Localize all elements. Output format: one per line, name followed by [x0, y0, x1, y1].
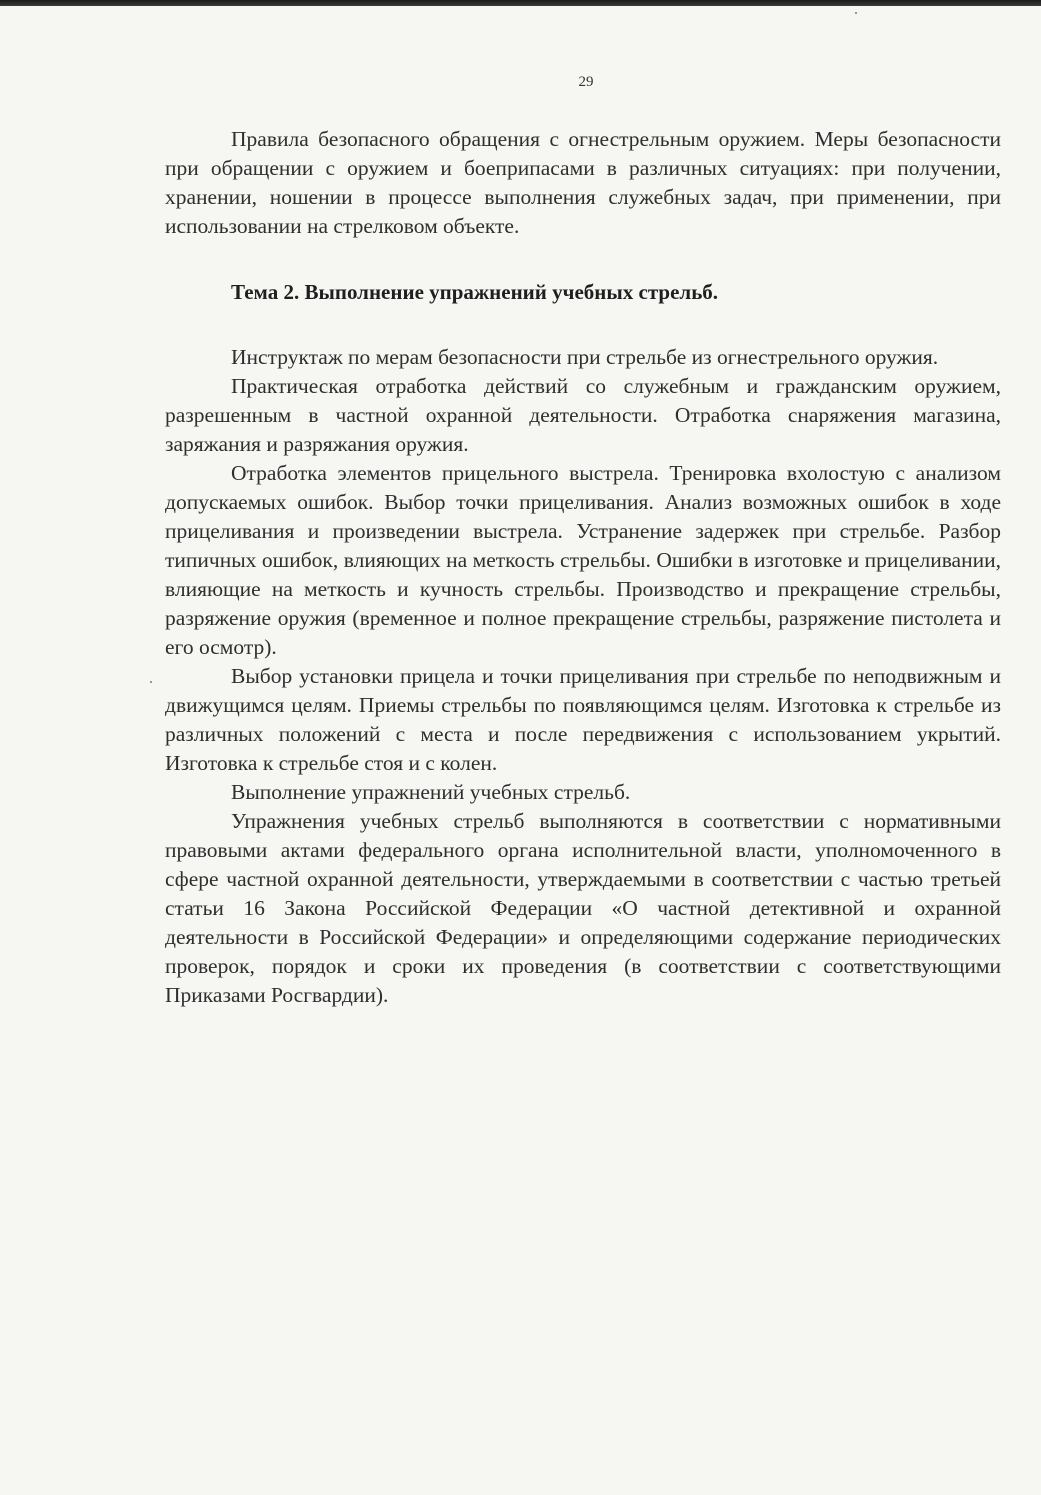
section-heading: Тема 2. Выполнение упражнений учебных стрельб. — [231, 280, 719, 304]
intro-paragraph: Правила безопасного обращения с огнестрельным оружием. Меры безопасности при обращении с оружием и боеприпасами в различных ситуациях: при получении, хранении, ношении в процессе выполнения служебных задач, при применении, при использовании на стрелковом объекте. — [165, 127, 1001, 238]
paragraph-aimed-shot: Отработка элементов прицельного выстрела. Тренировка вхолостую с анализом допускаемых ошибок. Выбор точки прицеливания. Анализ возможных ошибок в ходе прицеливания и произведении выстрела. Устранение задержек при стрельбе. Разбор типичных ошибок, влияющих на меткость стрельбы. Ошибки в изготовке и прицеливании, влияющие на меткость и кучность стрельбы. Производство и прекращение стрельбы, разряжение оружия (временное и полное прекращение стрельбы, разряжение пистолета и его осмотр). — [165, 461, 1001, 659]
paragraph-sight-setting: Выбор установки прицела и точки прицеливания при стрельбе по неподвижным и движущимся целям. Приемы стрельбы по появляющимся целям. Изготовка к стрельбе из различных положений с места и после передвижения с использованием укрытий. Изготовка к стрельбе стоя и с колен. — [165, 664, 1001, 775]
page-number: 29 — [578, 74, 594, 90]
scan-speck — [150, 681, 152, 683]
paragraph-practical-handling: Практическая отработка действий со служебным и гражданским оружием, разрешенным в частной охранной деятельности. Отработка снаряжения магазина, заряжания и разряжания оружия. — [165, 374, 1001, 456]
page-body — [165, 125, 1001, 1010]
scan-top-edge — [0, 0, 1041, 6]
paragraph-regulations: Упражнения учебных стрельб выполняются в соответствии с нормативными правовыми актами федерального органа исполнительной власти, уполномоченного в сфере частной охранной деятельности, утверждаемыми в соответствии с частью третьей статьи 16 Закона Российской Федерации «О частной детективной и охранной деятельности в Российской Федерации» и определяющими содержание периодических проверок, порядок и сроки их проведения (в соответствии с соответствующими Приказами Росгвардии). — [165, 809, 1001, 1007]
paragraph-safety-briefing: Инструктаж по мерам безопасности при стрельбе из огнестрельного оружия. — [231, 345, 939, 369]
scan-speck — [855, 12, 857, 14]
paragraph-exercises: Выполнение упражнений учебных стрельб. — [231, 780, 631, 804]
